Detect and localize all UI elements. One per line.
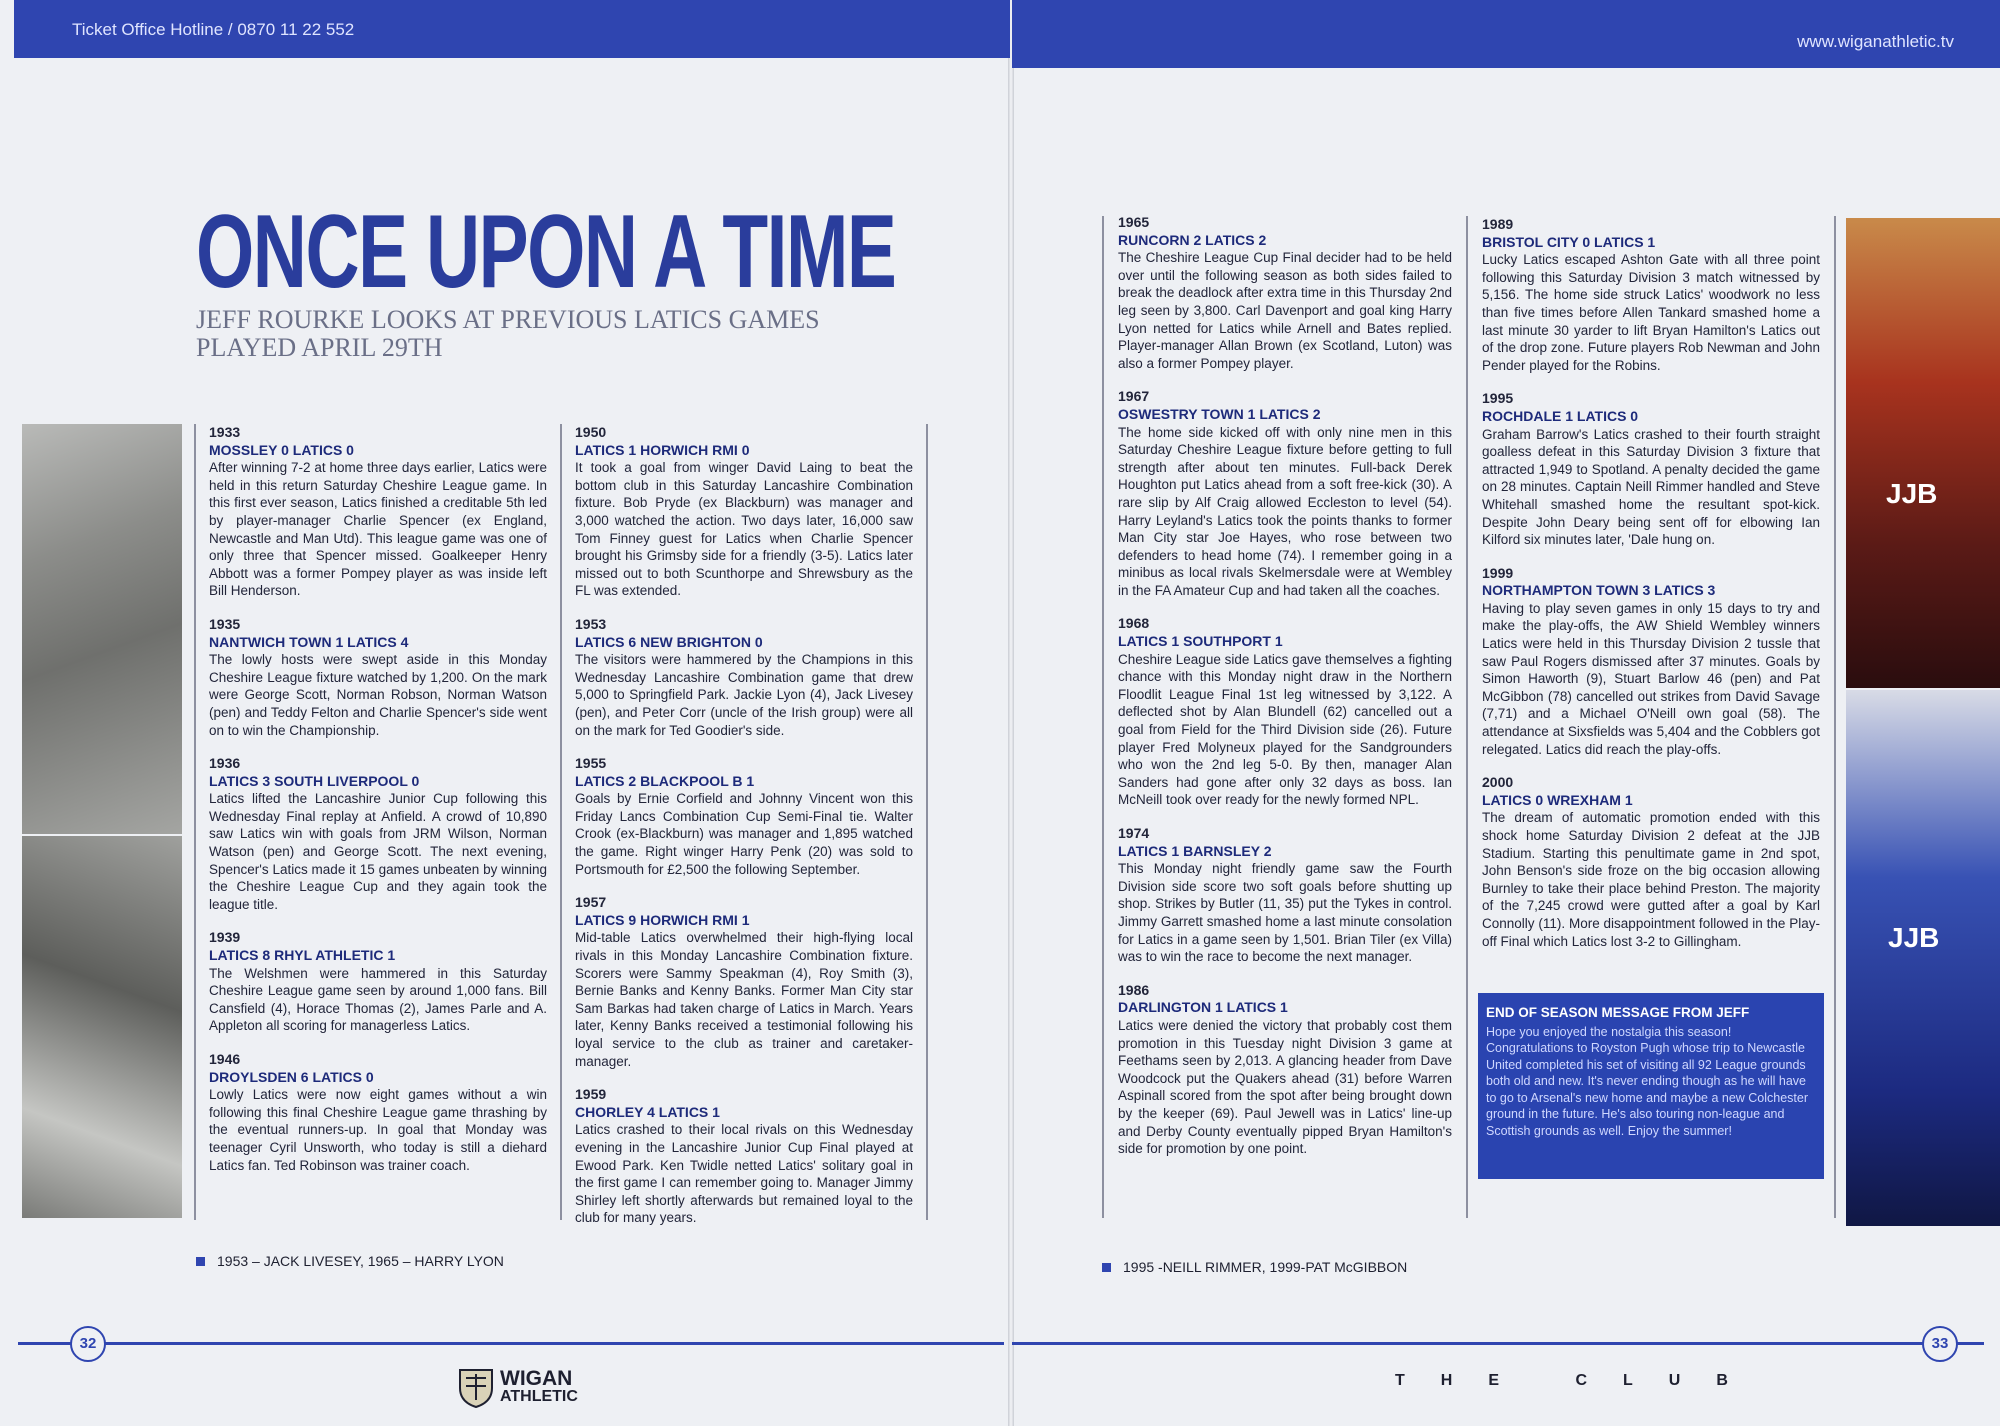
entry-1989 bbox=[1482, 216, 1820, 374]
page-number-right: 33 bbox=[1922, 1326, 1958, 1362]
entry-match: LATICS 1 HORWICH RMI 0 bbox=[575, 441, 750, 458]
entry-text: Lowly Latics were now eight games without a win following this final Cheshire League game thrashing by the eventual runners-up. In goal that Monday was teenager Cyril Unsworth, who today is still a diehard Latics fan. Ted Robinson was trainer coach. bbox=[209, 1087, 547, 1173]
entry-text: Latics were denied the victory that probably cost them promotion in this Tuesday night Division 3 game at Feethams seen by 2,013. A glancing header from Dave Woodcock put the Quakers ahead (31) before Warren Aspinall scored from the spot after being brought down by the keeper (69). Paul Jewell was in Latics' line-up and Derby County eventually pipped Bryan Hamilton's side for promotion by one point. bbox=[1118, 1017, 1452, 1157]
section-label: THE CLUB bbox=[1395, 1372, 1764, 1389]
entry-text: After winning 7-2 at home three days earlier, Latics were held in this return Saturday Cheshire League game. In this first ever season, Latics finished a creditable 5th led by player-manager Charlie Spencer (ex England, Newcastle and Man Utd). This league game was one of only three that Spencer missed. Goalkeeper Henry Abbott was a former Pompey player as was inside left Bill Henderson. bbox=[209, 460, 547, 599]
column-2 bbox=[575, 424, 913, 1243]
entry-year: 1965 bbox=[1118, 214, 1150, 230]
entry-match: LATICS 1 SOUTHPORT 1 bbox=[1118, 633, 1283, 650]
entry-1959 bbox=[575, 1086, 913, 1227]
entry-1995 bbox=[1482, 390, 1820, 548]
entry-year: 1950 bbox=[575, 424, 607, 440]
column-rule bbox=[1466, 216, 1468, 1218]
entry-text: The dream of automatic promotion ended with this shock home Saturday Division 2 defeat at the JJB Stadium. Starting this penultimate game in 2nd spot, John Benson's side froze on the big occasion allowing Burnley to take their place behind Preston. The majority of the 7,245 crowd were gutted after a goal by Karl Connolly (11). More disappointment followed in the Play-off Final which Latics lost 3-2 to Gillingham. bbox=[1482, 810, 1820, 949]
entry-match: LATICS 0 WREXHAM 1 bbox=[1482, 791, 1633, 808]
entry-match: LATICS 9 HORWICH RMI 1 bbox=[575, 911, 750, 928]
entry-text: Having to play seven games in only 15 days to try and make the play-offs, the AW Shield Wembley winners Latics were held in this Thursday Division 2 tussle that saw Paul Rogers dismissed after 37 minutes. Goals by Simon Haworth (9), Stuart Barlow 46 (pen) and Pat McGibbon (78) cancelled out strikes from David Savage (7,71) and a Michael O'Neill own goal (58). The attendance at Sixsfields was 5,404 and the Cobblers got relegated. Latics did reach the play-offs. bbox=[1482, 600, 1820, 757]
entry-year: 1989 bbox=[1482, 216, 1514, 232]
entry-1939 bbox=[209, 929, 547, 1035]
entry-match: LATICS 1 BARNSLEY 2 bbox=[1118, 842, 1272, 859]
right-header-bar bbox=[1012, 0, 2000, 68]
entry-match: NORTHAMPTON TOWN 3 LATICS 3 bbox=[1482, 582, 1716, 599]
entry-year: 1967 bbox=[1118, 388, 1150, 405]
entry-year: 1957 bbox=[575, 894, 607, 911]
entry-1957 bbox=[575, 894, 913, 1070]
left-photo-caption bbox=[196, 1253, 504, 1269]
entry-text: Latics crashed to their local rivals on this Wednesday evening in the Lancashire Junior Cup Final played at Ewood Park. Ken Twidle netted Latics' solitary goal in the first game I can remember going to. Manager Jimmy Shirley left shortly afterwards but remained loyal to the club for many years. bbox=[575, 1122, 913, 1226]
column-rule bbox=[1834, 216, 1836, 1218]
entry-1946 bbox=[209, 1051, 547, 1174]
website-url: www.wiganathletic.tv bbox=[1797, 32, 1954, 51]
entry-year: 1933 bbox=[209, 424, 241, 440]
shirt-sponsor-logo: JJB bbox=[1888, 922, 1940, 953]
message-heading: END OF SEASON MESSAGE FROM JEFF bbox=[1486, 1005, 1750, 1020]
entry-text: The lowly hosts were swept aside in this Monday Cheshire League fixture watched by 1,200. On the mark were George Scott, Norman Robson, Norman Watson (pen) and Teddy Felton and Charlie Spencer's side went on to win the Championship. bbox=[209, 652, 547, 738]
caption-bullet bbox=[196, 1257, 205, 1266]
entry-year: 1986 bbox=[1118, 981, 1150, 998]
archive-photo-1965 bbox=[22, 836, 182, 1218]
entry-year: 1968 bbox=[1118, 615, 1150, 632]
entry-1965 bbox=[1118, 214, 1452, 372]
left-header-bar bbox=[14, 0, 1010, 58]
right-photo-caption bbox=[1102, 1259, 1407, 1275]
player-photo-1999 bbox=[1846, 690, 2000, 1226]
entry-match: RUNCORN 2 LATICS 2 bbox=[1118, 231, 1267, 248]
club-wordmark bbox=[500, 1367, 578, 1406]
entry-year: 1935 bbox=[209, 615, 241, 632]
entry-year: 1995 bbox=[1482, 390, 1514, 407]
brand-line-2: ATHLETIC bbox=[500, 1388, 578, 1405]
column-rule bbox=[194, 424, 196, 1220]
entry-match: ROCHDALE 1 LATICS 0 bbox=[1482, 407, 1639, 424]
column-rule bbox=[926, 424, 928, 1220]
page-gutter bbox=[1008, 0, 1014, 1426]
entry-match: LATICS 6 NEW BRIGHTON 0 bbox=[575, 633, 763, 650]
entry-1967 bbox=[1118, 388, 1452, 599]
entry-text: Lucky Latics escaped Ashton Gate with all three point following this Saturday Division 3 match witnessed by 5,156. The home side struck Latics' woodwork no less than five times before Allen Tankard smashed home a last minute 30 yarder to lift Bryan Hamilton's Latics out of the drop zone. Future players Rob Newman and John Pender played for the Robins. bbox=[1482, 252, 1820, 373]
entry-match: MOSSLEY 0 LATICS 0 bbox=[209, 441, 354, 458]
entry-match: DROYLSDEN 6 LATICS 0 bbox=[209, 1068, 374, 1085]
entry-year: 1939 bbox=[209, 929, 241, 946]
entry-text: Graham Barrow's Latics crashed to their fourth straight goalless defeat in this Saturday Division 3 fixture that attracted 1,949 to Spotland. A penalty decided the game on 28 minutes. Captain Neill Rimmer handled and Steve Whitehall smashed home the resultant spot-kick. Despite John Deary being sent off for elbowing Ian Kilford six minutes later, 'Dale hung on. bbox=[1482, 426, 1820, 548]
entry-1953 bbox=[575, 616, 913, 739]
entry-match: NANTWICH TOWN 1 LATICS 4 bbox=[209, 633, 409, 650]
entry-year: 1959 bbox=[575, 1086, 607, 1103]
entry-text: This Monday night friendly game saw the Fourth Division side score two soft goals before shutting up shop. Strikes by Butler (11, 35) put the Tykes in control. Jimmy Garrett smashed home a last minute consolation for Latics in a game seen by 1,501. Brian Tiler (ex Villa) was to win the race to become the next manager. bbox=[1118, 861, 1452, 965]
entry-text: The visitors were hammered by the Champions in this Wednesday Lancashire Combination game that drew 5,000 to Springfield Park. Jackie Lyon (4), Jack Livesey (pen), and Peter Corr (uncle of the Irish group) were all on the mark for Ted Goodier's side. bbox=[575, 652, 913, 738]
entry-text: The Cheshire League Cup Final decider had to be held over until the following season as both sides failed to break the deadlock after extra time in this Thursday 2nd leg seen by 3,800. Carl Davenport and goal king Harry Lyon netted for Latics while Arnell and Bates replied. Player-manager Allan Brown (ex Scotland, Luton) was also a former Pompey player. bbox=[1118, 250, 1452, 371]
entry-1936 bbox=[209, 755, 547, 913]
player-photo-1995 bbox=[1846, 218, 2000, 688]
message-text: Hope you enjoyed the nostalgia this season! Congratulations to Royston Pugh whose trip to Newcastle United completed his set of visiting all 92 League grounds both old and new. It's never ending though as he will have to go to Arsenal's new home and maybe a new Colchester ground in the future. He's also touring non-league and Scottish grounds as well. Enjoy the summer! bbox=[1486, 1024, 1809, 1138]
article-title: ONCE UPON A TIME bbox=[196, 194, 896, 310]
shirt-sponsor-logo: JJB bbox=[1886, 478, 1938, 509]
column-4 bbox=[1482, 216, 1820, 966]
entry-text: Goals by Ernie Corfield and Johnny Vincent won this Friday Lancs Combination Cup Semi-Final tie. Walter Crook (ex-Blackburn) was manager and 1,895 watched the game. Right winger Harry Penk (20) was sold to Portsmouth for £2,500 the following September. bbox=[575, 791, 913, 877]
caption-bullet bbox=[1102, 1263, 1111, 1272]
page-number-left: 32 bbox=[70, 1326, 106, 1362]
entry-1968 bbox=[1118, 615, 1452, 809]
article-subtitle: JEFF ROURKE LOOKS AT PREVIOUS LATICS GAMES PLAYED APRIL 29TH bbox=[196, 305, 820, 362]
column-3 bbox=[1118, 214, 1452, 1174]
entry-match: BRISTOL CITY 0 LATICS 1 bbox=[1482, 233, 1656, 250]
entry-year: 1999 bbox=[1482, 564, 1514, 581]
entry-1950 bbox=[575, 424, 913, 600]
entry-match: CHORLEY 4 LATICS 1 bbox=[575, 1103, 720, 1120]
entry-year: 2000 bbox=[1482, 774, 1514, 791]
entry-1933 bbox=[209, 424, 547, 600]
caption-text: 1953 – JACK LIVESEY, 1965 – HARRY LYON bbox=[217, 1253, 504, 1269]
caption-text: 1995 -NEILL RIMMER, 1999-PAT McGIBBON bbox=[1123, 1259, 1408, 1275]
column-1 bbox=[209, 424, 547, 1190]
column-rule bbox=[560, 424, 562, 1220]
entry-match: LATICS 2 BLACKPOOL B 1 bbox=[575, 772, 755, 789]
column-rule bbox=[1102, 216, 1104, 1218]
entry-text: The home side kicked off with only nine men in this Saturday Cheshire League fixture before getting to full strength after about ten minutes. Full-back Derek Houghton put Latics ahead from a soft free-kick (30). A rare slip by Alf Craig allowed Eccleston to level (54). Harry Leyland's Latics took the points thanks to former Man City star Joe Hayes, who rose between two defenders to head home (74). I remember going in a minibus as local rivals Skelmersdale were at Wembley in the FA Amateur Cup and had taken all the coaches. bbox=[1118, 424, 1452, 598]
entry-match: DARLINGTON 1 LATICS 1 bbox=[1118, 999, 1288, 1016]
entry-year: 1953 bbox=[575, 615, 607, 632]
entry-text: Cheshire League side Latics gave themselves a fighting chance with this Monday night draw in the Northern Floodlit League Final 1st leg witnessed by 3,122. A deflected shot by Alan Blundell (62) cancelled out a goal from Field for the Third Division side (26). Future player Fred Molyneux played for the Sandgrounders who won the 2nd leg 5-0. By then, manager Alan Sanders had gone after only 32 days as boss. Ian McNeill took over ready for the newly formed NPL. bbox=[1118, 651, 1452, 808]
ticket-hotline: Ticket Office Hotline / 0870 11 22 552 bbox=[72, 20, 355, 39]
entry-year: 1946 bbox=[209, 1051, 241, 1067]
club-crest-icon bbox=[454, 1366, 498, 1408]
entry-text: It took a goal from winger David Laing to beat the bottom club in this Saturday Lancashire Combination fixture. Bob Pryde (ex Blackburn) was manager and 3,000 watched the action. Two days later, 16,000 saw Tom Finney guest for Latics when Charlie Spencer brought his Grimsby side for a friendly (3-5). Latics later missed out to both Scunthorpe and Shrewsbury as the FL was extended. bbox=[575, 460, 913, 599]
entry-1955 bbox=[575, 755, 913, 878]
entry-match: LATICS 8 RHYL ATHLETIC 1 bbox=[209, 947, 396, 964]
entry-text: Mid-table Latics overwhelmed their high-flying local rivals in this Monday Lancashire Combination fixture. Scorers were Sammy Speakman (4), Roy Smith (3), Bernie Banks and Kenny Banks. Former Man City star Sam Barkas had taken charge of Latics in March. Years later, Kenny Banks received a testimonial following his loyal service to the club as trainer and caretaker-manager. bbox=[575, 930, 913, 1069]
entry-match: OSWESTRY TOWN 1 LATICS 2 bbox=[1118, 405, 1321, 422]
entry-1986 bbox=[1118, 982, 1452, 1158]
entry-text: Latics lifted the Lancashire Junior Cup following this Wednesday Final replay at Anfield. A crowd of 10,890 saw Latics win with goals from JRM Wilson, Norman Watson (pen) and George Scott. The next evening, Spencer's Latics made it 15 games unbeaten by winning the Cheshire League Cup and they again took the league title. bbox=[209, 791, 547, 912]
entry-year: 1955 bbox=[575, 755, 607, 772]
entry-2000 bbox=[1482, 774, 1820, 950]
archive-photo-1953 bbox=[22, 424, 182, 834]
entry-1935 bbox=[209, 616, 547, 739]
entry-text: The Welshmen were hammered in this Saturday Cheshire League game seen by around 1,000 fans. Bill Cansfield (4), Horace Thomas (2), James Parle and A. Appleton all scoring for managerless Latics. bbox=[209, 965, 547, 1034]
brand-line-1: WIGAN bbox=[500, 1367, 573, 1390]
end-of-season-message bbox=[1478, 993, 1824, 1179]
entry-year: 1936 bbox=[209, 755, 241, 772]
entry-match: LATICS 3 SOUTH LIVERPOOL 0 bbox=[209, 772, 420, 789]
entry-1974 bbox=[1118, 825, 1452, 966]
footer-rule-left bbox=[18, 1342, 1004, 1345]
entry-year: 1974 bbox=[1118, 825, 1150, 841]
entry-1999 bbox=[1482, 565, 1820, 759]
footer-rule-right bbox=[1012, 1342, 1984, 1345]
